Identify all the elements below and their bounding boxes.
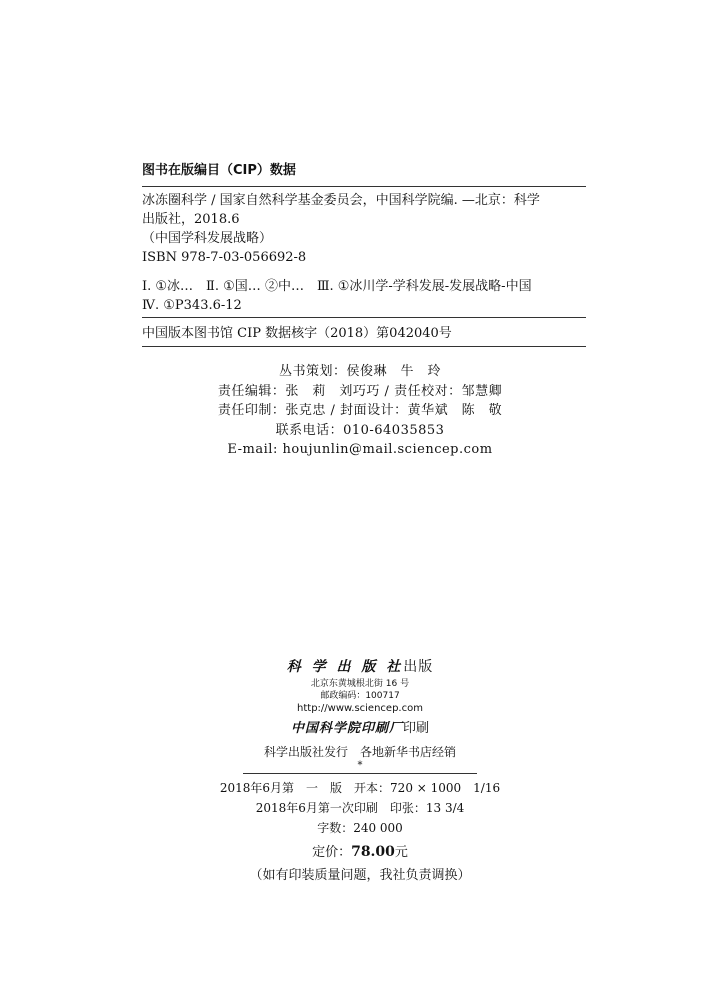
cip-line-series: （中国学科发展战略） xyxy=(142,231,273,246)
separator-star: * xyxy=(357,760,363,771)
cip-title: 图书在版编目（CIP）数据 xyxy=(142,163,296,178)
imprint-block xyxy=(0,656,720,887)
price-value: 78.00 xyxy=(351,844,395,860)
publisher-postcode: 邮政编码：100717 xyxy=(320,691,400,701)
cip-line-subjects: Ⅰ. ①冰… Ⅱ. ①国… ②中… Ⅲ. ①冰川学-学科发展-发展战略-中国 xyxy=(142,279,532,294)
contact-email: E-mail: houjunlin@mail.sciencep.com xyxy=(227,442,493,457)
cip-line-title: 冰冻圈科学 / 国家自然科学基金委员会，中国科学院编. —北京：科学 xyxy=(142,193,540,208)
printer-line xyxy=(0,718,720,740)
imprint-rule xyxy=(243,773,477,774)
series-planner: 丛书策划：侯俊琳 牛 玲 xyxy=(278,364,441,379)
edition-line: 2018年6月第 一 版 开本：720 × 1000 1/16 xyxy=(219,781,501,795)
price-label: 定价： xyxy=(312,845,352,860)
print-and-cover-design: 责任印制：张克忠 / 封面设计：黄华斌 陈 敬 xyxy=(217,403,503,418)
printing-line: 2018年6月第一次印刷 印张：13 3/4 xyxy=(255,801,465,815)
quality-note: （如有印装质量问题，我社负责调换） xyxy=(249,868,471,883)
publisher-name: 科 学 出 版 社 xyxy=(286,659,404,675)
responsible-editors: 责任编辑：张 莉 刘巧巧 / 责任校对：邹慧卿 xyxy=(217,383,503,399)
publisher-suffix: 出版 xyxy=(403,659,434,675)
publisher-url: http://www.sciencep.com xyxy=(297,703,423,714)
printer-name: 中国科学院印刷厂 xyxy=(290,721,403,736)
editorial-credits xyxy=(0,362,720,460)
cip-line-isbn: ISBN 978-7-03-056692-8 xyxy=(142,250,307,265)
distribution-line: 科学出版社发行 各地新华书店经销 xyxy=(263,745,456,759)
word-count: 字数：240 000 xyxy=(317,821,403,835)
publisher-address: 北京东黄城根北街 16 号 xyxy=(310,679,410,689)
cip-footer: 中国版本图书馆 CIP 数据核字（2018）第042040号 xyxy=(142,326,452,341)
cip-line-classification: Ⅳ. ①P343.6-12 xyxy=(142,298,242,313)
printer-suffix: 印刷 xyxy=(403,721,430,736)
cip-gap xyxy=(142,267,586,277)
cip-line-publisher: 出版社，2018.6 xyxy=(142,212,240,227)
cip-bottom-rule xyxy=(142,346,586,347)
cip-block xyxy=(142,160,586,347)
contact-phone: 联系电话：010-64035853 xyxy=(275,422,445,438)
publisher-line xyxy=(0,656,720,678)
price-line xyxy=(0,840,720,865)
cip-body xyxy=(142,187,586,317)
price-unit: 元 xyxy=(394,845,408,860)
